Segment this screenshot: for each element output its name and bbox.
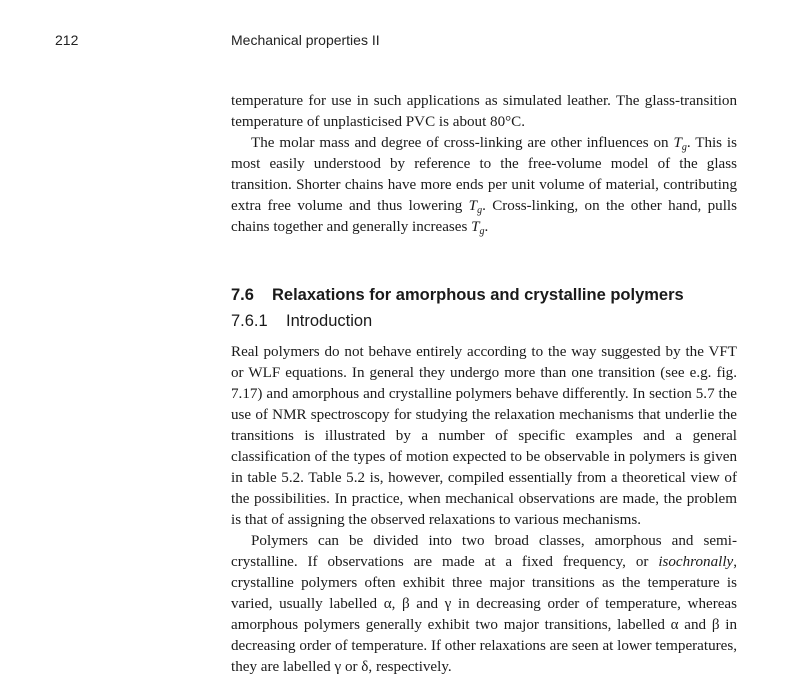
paragraph-text: , crystalline polymers often exhibit three major transitions as the temperature is varied, usually labelled α, β and γ in decreasing order of temperature, whereas amorphous polymers generally exhibit two major transitions, labelled α and β in decreasing order of temperature. If other relaxations are seen at lower temperatures, they are labelled γ or δ, respectively.: [231, 554, 737, 675]
subsection-number: 7.6.1: [231, 312, 268, 330]
page-number: 212: [55, 32, 79, 48]
text-block-top: [231, 91, 737, 238]
paragraph-molar-mass: [231, 133, 737, 238]
section-number: 7.6: [231, 286, 254, 304]
subsection-title: Introduction: [286, 312, 373, 330]
paragraph-text: . This is most easily understood by reference to the free-volume model of the glass transition. Shorter chains have more ends per unit volume of material, contributing extra free volume and thus lowering: [231, 135, 737, 214]
paragraph-text: . Cross-linking, on the other hand, pulls chains together and generally increases: [231, 198, 737, 235]
emphasis-isochronally: isochronally: [658, 554, 734, 570]
tg-symbol: $T_g$: [468, 198, 483, 216]
paragraph-real-polymers: Real polymers do not behave entirely according to the way suggested by the VFT or WLF equations. In general they undergo more than one transition (see e.g. fig. 7.17) and amorphous and crystalline polymers behave differently. In section 5.7 the use of NMR spectroscopy for studying the relaxation mechanisms that underlie the transitions is illustrated by a number of specific examples and a general classification of the types of motion expected to be observable in polymers is given in table 5.2. Table 5.2 is, however, compiled essentially from a theoretical view of the possibilities. In practice, when mechanical observations are made, the problem is that of assigning the observed relaxations to various mechanisms.: [231, 344, 737, 528]
paragraph-continuation: [231, 91, 737, 133]
text-block-introduction: [231, 342, 737, 678]
running-title: Mechanical properties II: [231, 32, 380, 48]
tg-symbol: $T_g$: [673, 135, 687, 153]
paragraph-text: temperature for use in such applications as simulated leather. The glass-transition temperature of unplasticised PVC is about 80°C.: [231, 93, 737, 130]
running-head: [0, 32, 800, 52]
subsection-heading: [231, 312, 372, 331]
tg-symbol: $T_g$: [471, 219, 485, 237]
section-heading: [231, 286, 684, 305]
paragraph-polymer-classes: [231, 531, 737, 678]
paragraph-text: Polymers can be divided into two broad classes, amorphous and semi-crystalline. If observations are made at a fixed frequency, or: [231, 533, 737, 570]
section-title: Relaxations for amorphous and crystalline polymers: [272, 286, 684, 304]
paragraph-text: The molar mass and degree of cross-linking are other influences on: [251, 135, 674, 151]
paragraph-text: .: [484, 219, 489, 235]
